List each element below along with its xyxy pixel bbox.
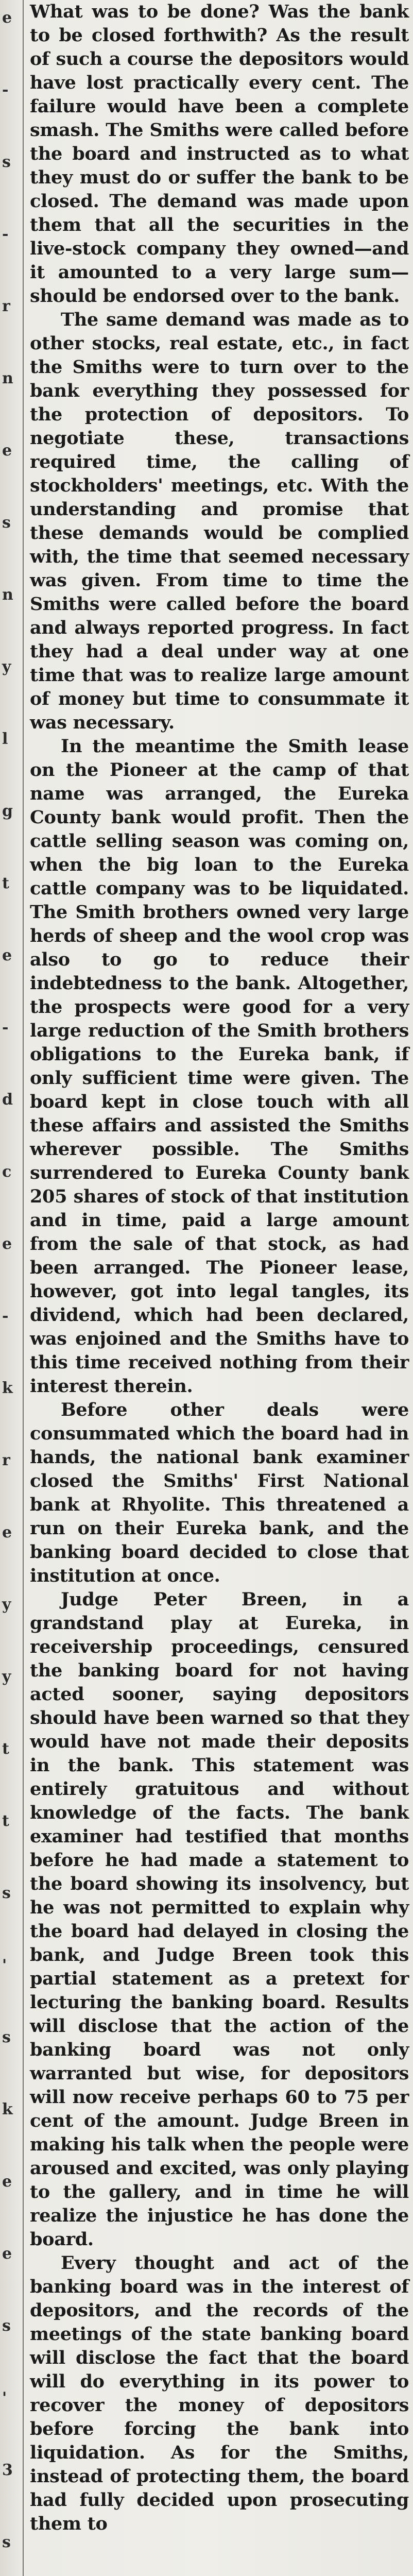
article-column bbox=[30, 0, 409, 2536]
gutter-fragment: ' bbox=[2, 1956, 7, 1974]
gutter-fragment: k bbox=[2, 2100, 13, 2119]
gutter-fragment: s bbox=[2, 1884, 11, 1902]
gutter-fragment: e bbox=[2, 2173, 12, 2191]
column-rule bbox=[23, 0, 24, 2576]
gutter-fragment: s bbox=[2, 153, 11, 171]
article-paragraph: Before other deals were consummated which the board had in hands, the national bank examiner closed the Smiths' First National bank at Rhyolite. This threatened a run on their Eureka bank, and the banking board decided to close that institution at once. bbox=[30, 1399, 409, 1586]
gutter-fragment: t bbox=[2, 874, 9, 892]
article-paragraph: Every thought and act of the banking board was in the interest of depositors, and the records of the meetings of the state banking board will disclose the fact that the board will do everything in its power to recover the money of depositors before forcing the bank into liquidation. As for the Smiths, instead of protecting them, the board had fully decided upon prosecuting them to bbox=[30, 2252, 409, 2534]
gutter-fragment: e bbox=[2, 946, 12, 964]
gutter-fragment: n bbox=[2, 586, 13, 604]
gutter-fragment: - bbox=[2, 81, 9, 99]
article-paragraph: In the meantime the Smith lease on the Pioneer at the camp of that name was arranged, the Eureka County bank would profit. Then the cattle selling season was coming on, when the big loan to the Eureka cattle company was to be liquidated. The Smith brothers owned very large herds of sheep and the wool crop was also to go to reduce their indebtedness to the bank. Altogether, the prospects were good for a very large reduction of the Smith brothers obligations to the Eureka bank, if only sufficient time were given. The board kept in close touch with all these affairs and assisted the Smiths wherever possible. The Smiths surrendered to Eureka County bank 205 shares of stock of that institution and in time, paid a large amount from the sale of that stock, as had been arranged. The Pioneer lease, however, got into legal tangles, its dividend, which had been declared, was enjoined and the Smiths have to this time received nothing from their interest therein. bbox=[30, 736, 409, 1397]
gutter-fragment: l bbox=[2, 730, 8, 748]
gutter-fragment: e bbox=[2, 9, 12, 27]
gutter-fragment: t bbox=[2, 1740, 9, 1758]
gutter-fragment: s bbox=[2, 2028, 11, 2046]
gutter-fragment: r bbox=[2, 1451, 10, 1469]
gutter-fragment: - bbox=[2, 225, 9, 243]
gutter-fragment: e bbox=[2, 1235, 12, 1253]
gutter-fragment: e bbox=[2, 2245, 12, 2263]
gutter-fragment: ' bbox=[2, 2389, 7, 2407]
article-paragraph: Judge Peter Breen, in a grandstand play at Eureka, in receivership proceedings, censured the banking board for not having acted sooner, saying depositors should have been warned so that they would have not made their deposits in the bank. This statement was entirely gratuitous and without knowledge of the facts. The bank examiner had testified that months before he had made a statement to the board showing its insolvency, but he was not permitted to explain why the board had delayed in closing the bank, and Judge Breen took this partial statement as a pretext for lecturing the banking board. Results will disclose that the action of the banking board was not only warranted but wise, for depositors will now receive perhaps 60 to 75 per cent of the amount. Judge Breen in making his talk when the people were aroused and excited, was only playing to the gallery, and in time he will realize the injustice he has done the board. bbox=[30, 1589, 409, 2250]
gutter-fragment: y bbox=[2, 1596, 11, 1614]
gutter-fragment: - bbox=[2, 1307, 9, 1325]
gutter-fragment: t bbox=[2, 1812, 9, 1830]
gutter-fragment: k bbox=[2, 1379, 13, 1397]
gutter-fragment: n bbox=[2, 369, 13, 387]
gutter-fragment: r bbox=[2, 297, 10, 315]
gutter-fragment: s bbox=[2, 2317, 11, 2335]
gutter-fragment: s bbox=[2, 2533, 11, 2551]
gutter-fragment: s bbox=[2, 514, 11, 532]
gutter-fragment: 3 bbox=[2, 2461, 13, 2479]
gutter-fragment: y bbox=[2, 1668, 11, 1686]
adjacent-column-fragments bbox=[0, 0, 19, 2576]
article-paragraph: What was to be done? Was the bank to be closed forthwith? As the result of such a course the depositors would have lost practically every cent. The failure would have been a complete smash. The Smiths were called before the board and instructed as to what they must do or suffer the bank to be closed. The demand was made upon them that all the securities in the live-stock company they owned—and it amounted to a very large sum—should be endorsed over to the bank. bbox=[30, 1, 409, 307]
gutter-fragment: d bbox=[2, 1091, 13, 1109]
gutter-fragment: e bbox=[2, 442, 12, 460]
gutter-fragment: e bbox=[2, 1523, 12, 1541]
article-paragraph: The same demand was made as to other stocks, real estate, etc., in fact the Smiths were to turn over to the bank everything they possessed for the protection of depositors. To negotiate these, transactions required time, the calling of stockholders' meetings, etc. With the understanding and promise that these demands would be complied with, the time that seemed necessary was given. From time to time the Smiths were called before the board and always reported progress. In fact they had a deal under way at one time that was to realize large amount of money but time to consummate it was necessary. bbox=[30, 309, 409, 733]
gutter-fragment: - bbox=[2, 1019, 9, 1037]
gutter-fragment: g bbox=[2, 802, 13, 820]
gutter-fragment: c bbox=[2, 1163, 12, 1181]
gutter-fragment: y bbox=[2, 658, 11, 676]
